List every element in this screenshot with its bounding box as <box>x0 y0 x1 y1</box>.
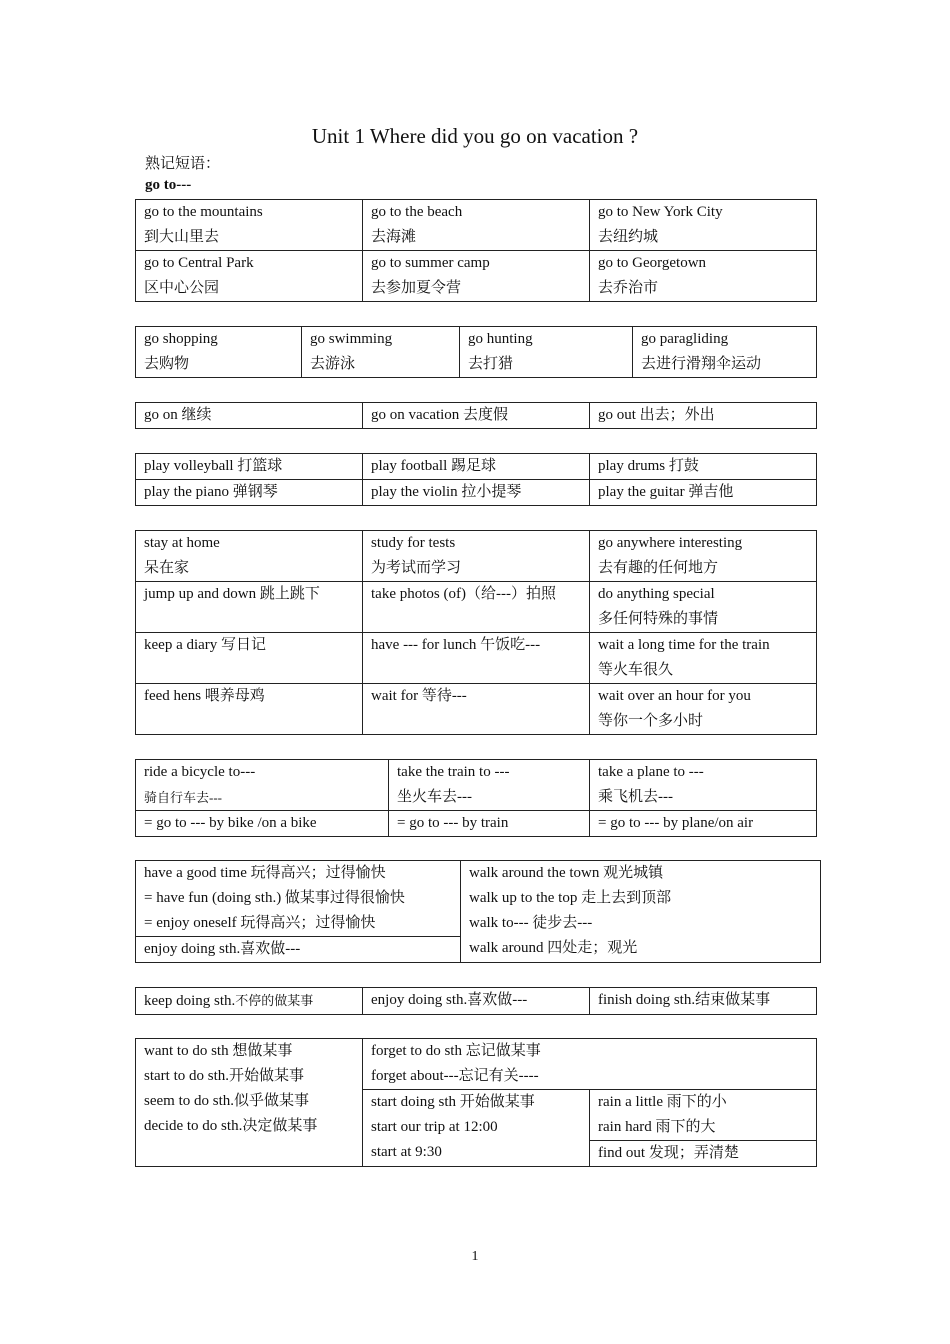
activities-table <box>135 530 817 735</box>
to-do-table <box>135 1038 817 1167</box>
table-cell: rain a little 雨下的小 rain hard 雨下的大 <box>590 1090 817 1141</box>
table-row <box>136 251 817 302</box>
table-cell: = go to --- by plane/on air <box>590 811 817 837</box>
table-cell: take photos (of)（给---）拍照 <box>363 582 590 633</box>
table-cell: study for tests 为考试而学习 <box>363 531 590 582</box>
table-cell: walk around the town 观光城镇 walk up to the top 走上去到顶部 walk to--- 徒步去--- walk around 四处走；观光 <box>461 861 821 963</box>
table-cell: go paragliding 去进行滑翔伞运动 <box>633 327 817 378</box>
intro-label: 熟记短语： <box>145 156 221 172</box>
table-row <box>136 327 817 378</box>
table-cell: play the violin 拉小提琴 <box>363 480 590 506</box>
table-cell: wait over an hour for you 等你一个多小时 <box>590 684 817 735</box>
table-cell: go on 继续 <box>136 403 363 429</box>
table-cell: wait for 等待--- <box>363 684 590 735</box>
table-cell: go swimming 去游泳 <box>302 327 460 378</box>
table-row <box>136 454 817 480</box>
table-cell: take the train to --- 坐火车去--- <box>389 760 590 811</box>
table-cell: play the guitar 弹吉他 <box>590 480 817 506</box>
table-row <box>136 760 817 811</box>
table-cell: go anywhere interesting 去有趣的任何地方 <box>590 531 817 582</box>
table-cell: go to Georgetown 去乔治市 <box>590 251 817 302</box>
table-row <box>136 403 817 429</box>
doing-table <box>135 987 817 1015</box>
table-row <box>136 684 817 735</box>
table-cell: go hunting 去打猎 <box>460 327 633 378</box>
table-cell: jump up and down 跳上跳下 <box>136 582 363 633</box>
table-cell: play the piano 弹钢琴 <box>136 480 363 506</box>
table-cell: = go to --- by bike /on a bike <box>136 811 389 837</box>
table-cell: play volleyball 打篮球 <box>136 454 363 480</box>
page-title: Unit 1 Where did you go on vacation ? <box>311 124 639 148</box>
table-row <box>136 1039 817 1090</box>
table-cell: go to Central Park 区中心公园 <box>136 251 363 302</box>
table-cell: keep doing sth.不停的做某事 <box>136 988 363 1015</box>
table-cell: keep a diary 写日记 <box>136 633 363 684</box>
go-ing-table <box>135 326 817 378</box>
table-cell: do anything special 多任何特殊的事情 <box>590 582 817 633</box>
table-row <box>136 988 817 1015</box>
page-number: 1 <box>471 1249 479 1264</box>
table-cell: go to summer camp 去参加夏令营 <box>363 251 590 302</box>
table-cell: enjoy doing sth.喜欢做--- <box>136 937 461 963</box>
table-row <box>136 633 817 684</box>
table-cell: forget to do sth 忘记做某事 forget about---忘记有关---- <box>363 1039 817 1090</box>
table-cell: find out 发现；弄清楚 <box>590 1141 817 1167</box>
table-row <box>136 200 817 251</box>
transport-table <box>135 759 817 837</box>
section-heading-go-to: go to--- <box>145 177 192 193</box>
fun-walk-table <box>135 860 821 963</box>
table-cell: go to the mountains 到大山里去 <box>136 200 363 251</box>
table-cell: go shopping 去购物 <box>136 327 302 378</box>
table-cell: start doing sth 开始做某事 start our trip at 12:00 start at 9:30 <box>363 1090 590 1167</box>
table-cell: finish doing sth.结束做某事 <box>590 988 817 1015</box>
table-cell: go to New York City 去纽约城 <box>590 200 817 251</box>
table-row <box>136 480 817 506</box>
table-cell: take a plane to --- 乘飞机去--- <box>590 760 817 811</box>
table-cell: have a good time 玩得高兴；过得愉快 = have fun (doing sth.) 做某事过得很愉快 = enjoy oneself 玩得高兴；过得愉快 <box>136 861 461 937</box>
table-cell: go on vacation 去度假 <box>363 403 590 429</box>
table-cell: stay at home 呆在家 <box>136 531 363 582</box>
go-to-table <box>135 199 817 302</box>
table-row <box>136 582 817 633</box>
table-cell: play drums 打鼓 <box>590 454 817 480</box>
table-row <box>136 861 821 937</box>
table-cell: ride a bicycle to--- 骑自行车去--- <box>136 760 389 811</box>
go-on-table <box>135 402 817 429</box>
table-row <box>136 811 817 837</box>
table-cell: have --- for lunch 午饭吃--- <box>363 633 590 684</box>
table-cell: go out 出去；外出 <box>590 403 817 429</box>
table-cell: feed hens 喂养母鸡 <box>136 684 363 735</box>
table-cell: enjoy doing sth.喜欢做--- <box>363 988 590 1015</box>
table-cell: want to do sth 想做某事 start to do sth.开始做某事 seem to do sth.似乎做某事 decide to do sth.决定做某事 <box>136 1039 363 1167</box>
table-row <box>136 531 817 582</box>
table-cell: = go to --- by train <box>389 811 590 837</box>
table-cell: wait a long time for the train 等火车很久 <box>590 633 817 684</box>
play-table <box>135 453 817 506</box>
table-cell: play football 踢足球 <box>363 454 590 480</box>
table-cell: go to the beach 去海滩 <box>363 200 590 251</box>
